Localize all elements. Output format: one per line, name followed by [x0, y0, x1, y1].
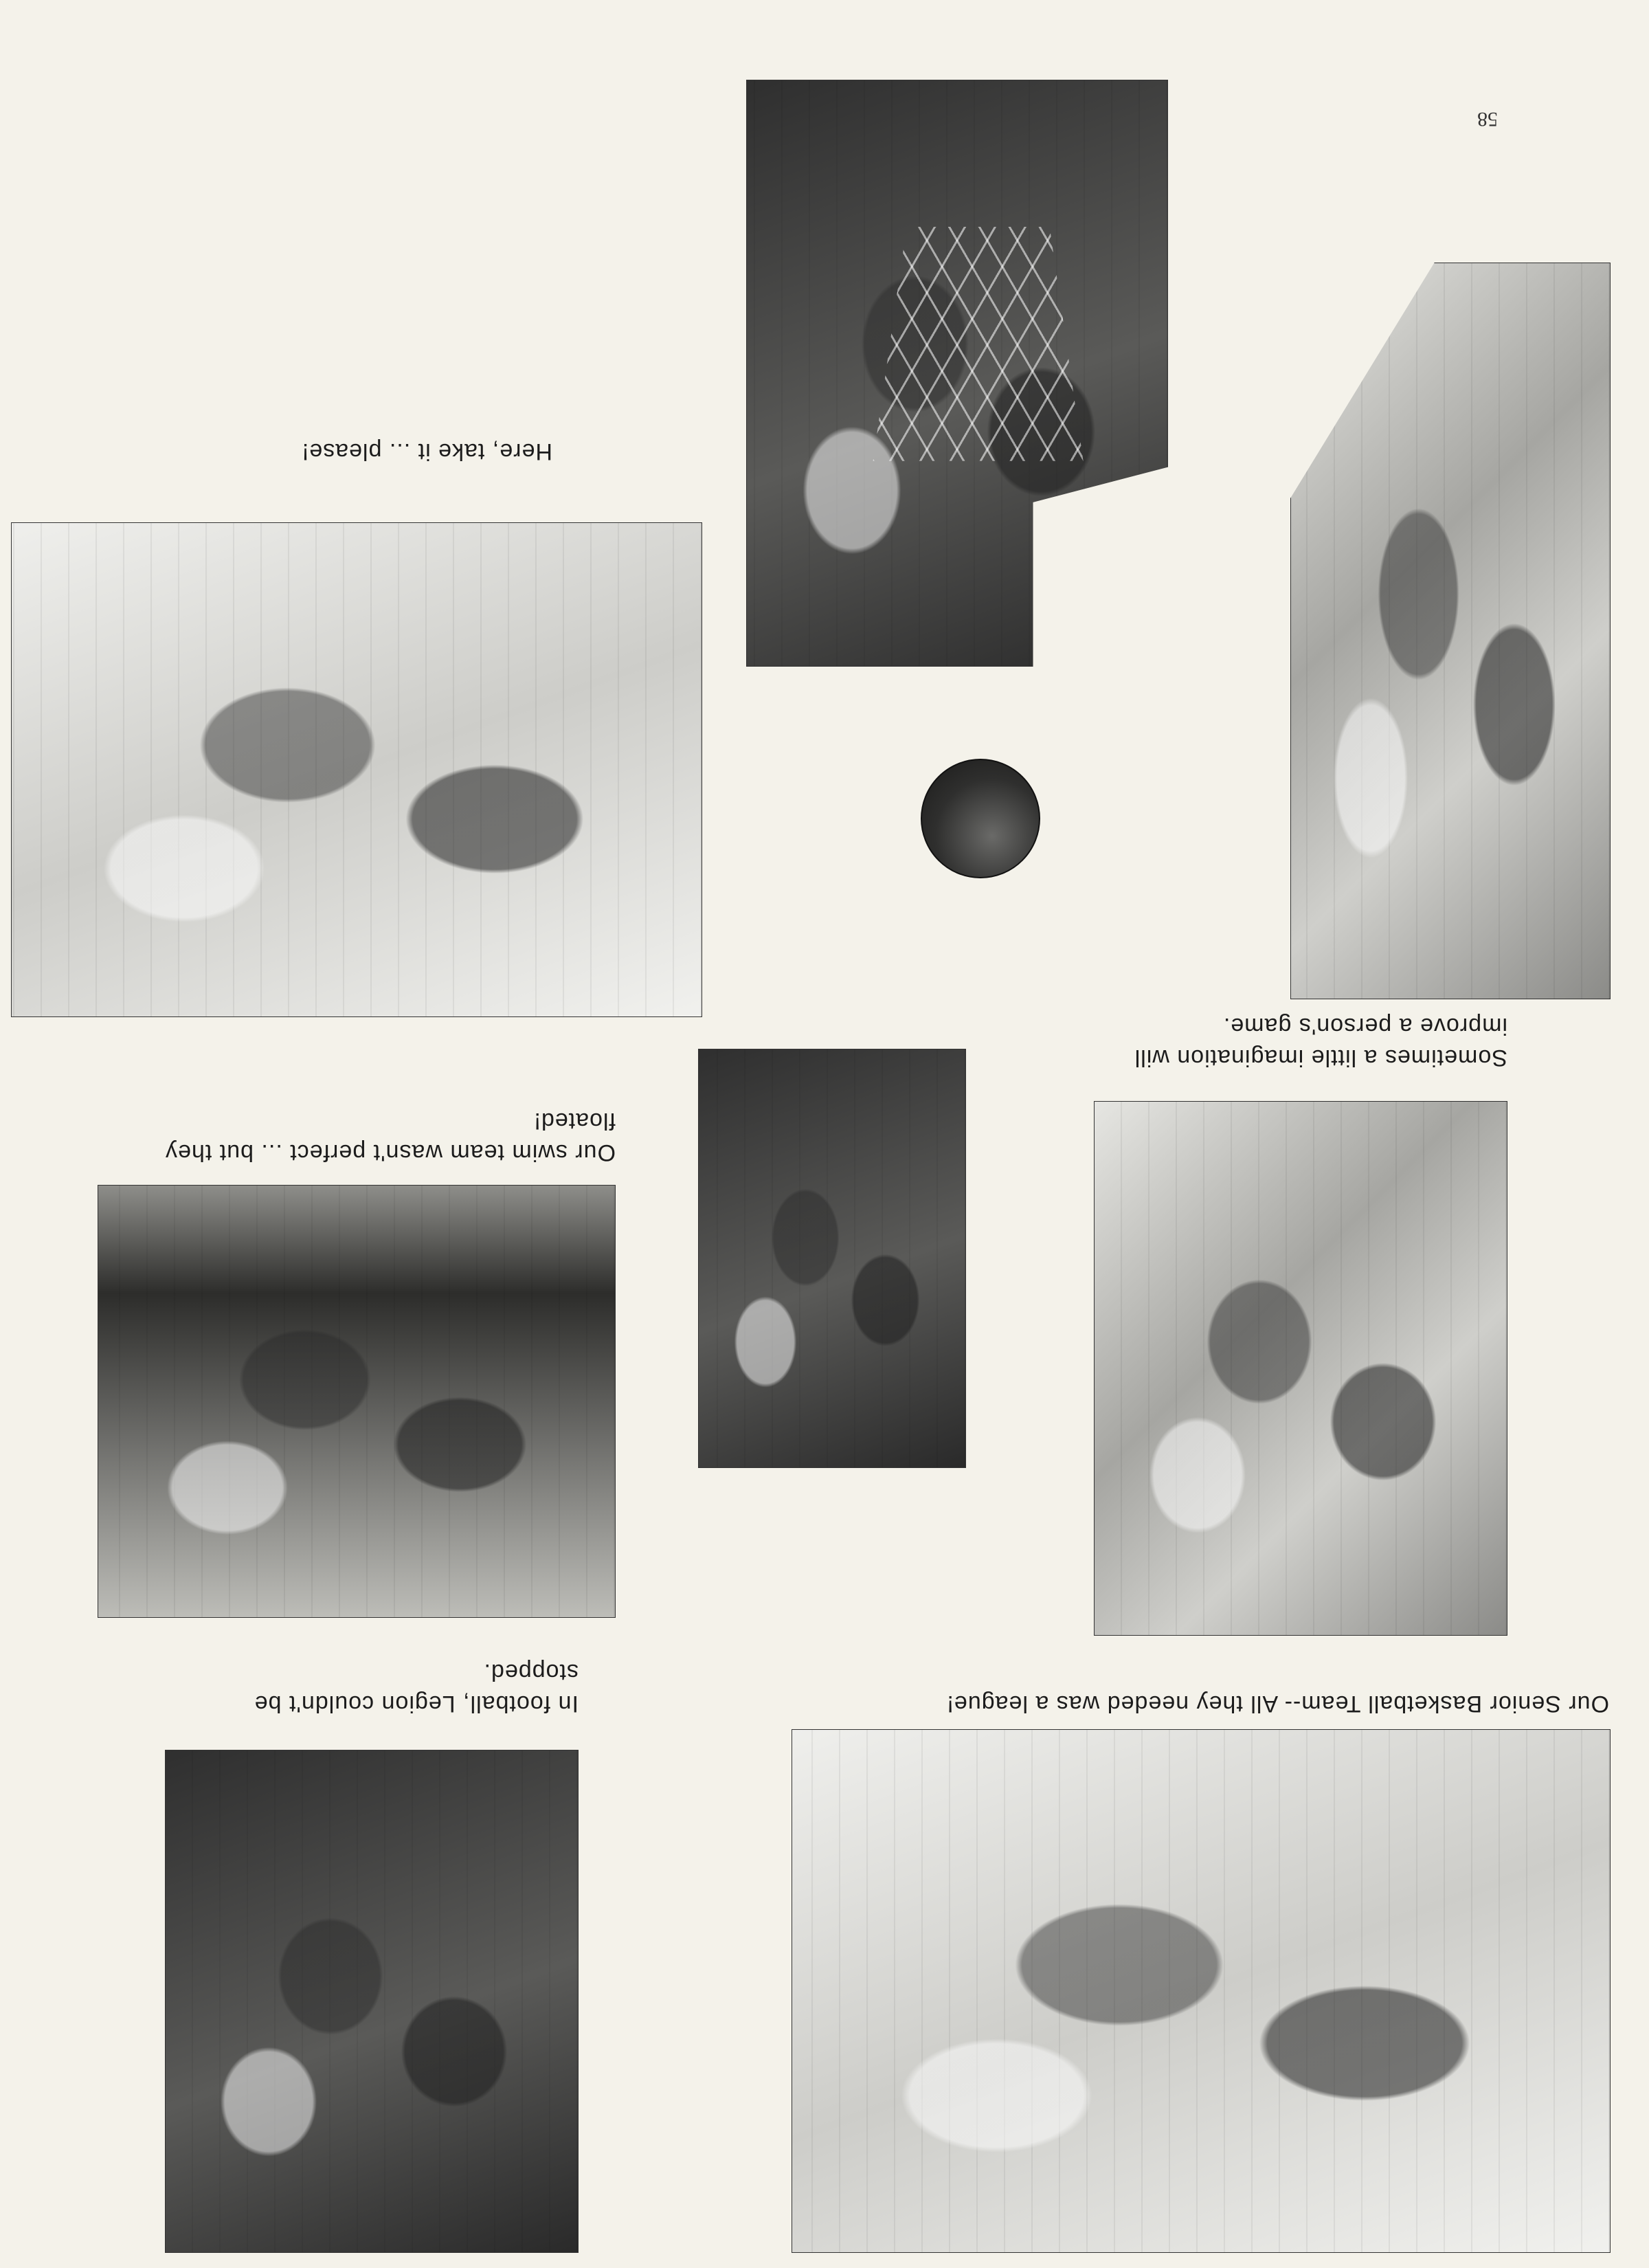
caption-swim: Our swim team wasn't perfect ... but they floated! [165, 1108, 616, 1166]
basketball-icon [921, 759, 1040, 878]
caption-imagination: Sometimes a little imagination will improve a person's game. [1134, 1013, 1507, 1071]
caption-take-it: Here, take it ... please! [301, 438, 552, 465]
take-it-photo [11, 522, 702, 1017]
imagination-photo [1094, 1101, 1507, 1636]
basketball-game-photo [1290, 263, 1611, 999]
portrait-photo [698, 1049, 966, 1468]
football-photo [165, 1750, 579, 2253]
caption-football: In football, Legion couldn't be stopped. [254, 1659, 579, 1717]
caption-senior-basketball: Our Senior Basketball Team-- All they needed was a league! [946, 1691, 1609, 1717]
swim-team-photo [98, 1185, 616, 1618]
senior-basketball-team-photo [792, 1729, 1611, 2253]
page-number: 58 [1477, 108, 1498, 131]
basketball-net-photo [746, 80, 1168, 667]
